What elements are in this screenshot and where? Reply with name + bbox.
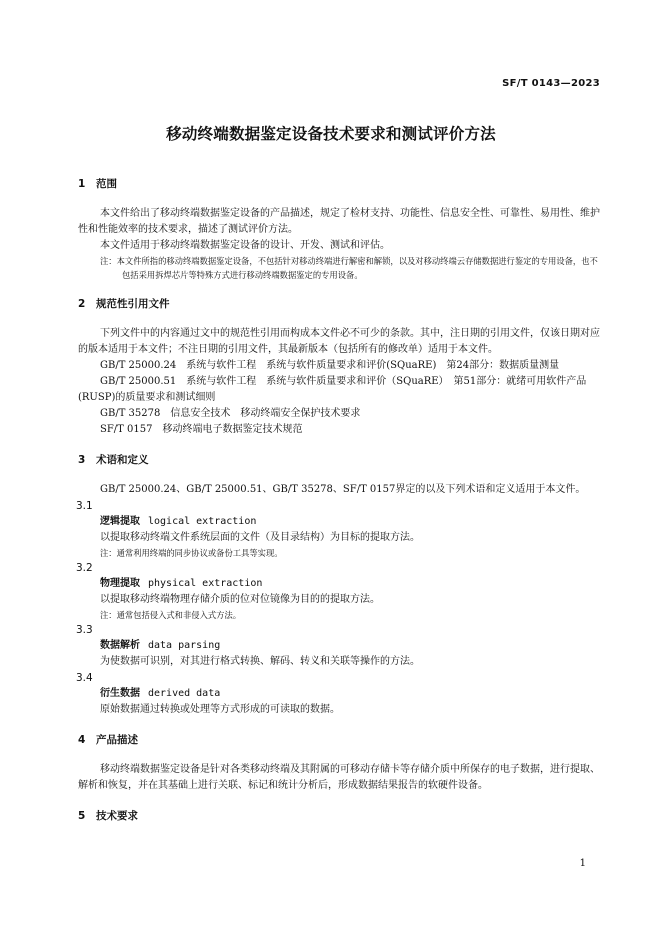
page-number: 1 bbox=[579, 858, 586, 869]
term-en: logical extraction bbox=[148, 516, 257, 527]
section-title: 术语和定义 bbox=[96, 454, 149, 466]
document-body bbox=[78, 176, 600, 824]
reference-item: GB/T 25000.51 系统与软件工程 系统与软件质量要求和评价（SQuaRE） 第51部分：就绪可用软件产品(RUSP)的质量要求和测试细则 bbox=[78, 376, 587, 403]
term-note: 注：通常利用终端的同步协议或备份工具等实现。 bbox=[100, 548, 283, 558]
section-heading bbox=[78, 176, 600, 192]
section-heading bbox=[78, 808, 600, 824]
term-name bbox=[78, 514, 600, 530]
term-en: derived data bbox=[148, 688, 221, 699]
term-en: data parsing bbox=[148, 640, 221, 651]
term-definition: 原始数据通过转换或处理等方式形成的可读取的数据。 bbox=[100, 704, 340, 715]
term-number: 3.2 bbox=[76, 562, 93, 574]
section-heading bbox=[78, 732, 600, 748]
section-number: 2 bbox=[78, 298, 86, 310]
term-name bbox=[78, 686, 600, 702]
term-zh: 物理提取 bbox=[100, 578, 140, 589]
paragraph: 本文件给出了移动终端数据鉴定设备的产品描述，规定了检材支持、功能性、信息安全性、可靠性、易用性、维护性和性能效率的技术要求，描述了测试评价方法。 bbox=[78, 208, 600, 235]
section-1 bbox=[78, 176, 600, 282]
reference-item: SF/T 0157 移动终端电子数据鉴定技术规范 bbox=[100, 424, 303, 435]
section-2 bbox=[78, 296, 600, 438]
section-5 bbox=[78, 808, 600, 824]
section-title: 范围 bbox=[96, 178, 117, 190]
term-name bbox=[78, 638, 600, 654]
term-zh: 衍生数据 bbox=[100, 688, 140, 699]
term-definition: 为使数据可识别，对其进行格式转换、解码、转义和关联等操作的方法。 bbox=[100, 656, 420, 667]
reference-item: GB/T 35278 信息安全技术 移动终端安全保护技术要求 bbox=[100, 408, 361, 419]
term-name bbox=[78, 576, 600, 592]
section-title: 产品描述 bbox=[96, 734, 138, 746]
note: 注：本文件所指的移动终端数据鉴定设备，不包括针对移动终端进行解密和解锁，以及对移动终端云存储数据进行鉴定的专用设备，也不包括采用拆焊芯片等特殊方式进行移动终端数据鉴定的专用设备。 bbox=[100, 256, 598, 280]
paragraph: 本文件适用于移动终端数据鉴定设备的设计、开发、测试和评估。 bbox=[100, 240, 390, 251]
section-number: 5 bbox=[78, 810, 86, 822]
term-entry bbox=[78, 622, 600, 670]
section-number: 3 bbox=[78, 454, 86, 466]
paragraph: 下列文件中的内容通过文中的规范性引用而构成本文件必不可少的条款。其中，注日期的引用文件，仅该日期对应的版本适用于本文件；不注日期的引用文件，其最新版本（包括所有的修改单）适用于本文件。 bbox=[78, 328, 600, 355]
term-entry bbox=[78, 560, 600, 622]
section-number: 4 bbox=[78, 734, 86, 746]
term-zh: 数据解析 bbox=[100, 640, 140, 651]
term-number: 3.1 bbox=[76, 500, 93, 512]
section-title: 技术要求 bbox=[96, 810, 138, 822]
section-4 bbox=[78, 732, 600, 794]
document-title: 移动终端数据鉴定设备技术要求和测试评价方法 bbox=[166, 125, 496, 143]
section-3 bbox=[78, 452, 600, 718]
section-heading bbox=[78, 296, 600, 312]
term-definition: 以提取移动终端物理存储介质的位对位镜像为目的的提取方法。 bbox=[100, 594, 380, 605]
paragraph: GB/T 25000.24、GB/T 25000.51、GB/T 35278、SF/T 0157界定的以及下列术语和定义适用于本文件。 bbox=[100, 484, 586, 495]
paragraph: 移动终端数据鉴定设备是针对各类移动终端及其附属的可移动存储卡等存储介质中所保存的电子数据，进行提取、解析和恢复，并在其基础上进行关联、标记和统计分析后，形成数据结果报告的软硬件设备。 bbox=[78, 764, 600, 791]
note-block bbox=[78, 254, 600, 282]
section-heading bbox=[78, 452, 600, 468]
section-title: 规范性引用文件 bbox=[96, 298, 170, 310]
term-note: 注：通常包括侵入式和非侵入式方法。 bbox=[100, 610, 242, 620]
term-entry bbox=[78, 498, 600, 560]
term-zh: 逻辑提取 bbox=[100, 516, 140, 527]
term-entry bbox=[78, 670, 600, 718]
term-definition: 以提取移动终端文件系统层面的文件（及目录结构）为目标的提取方法。 bbox=[100, 532, 420, 543]
term-en: physical extraction bbox=[148, 578, 263, 589]
section-number: 1 bbox=[78, 178, 86, 190]
reference-item: GB/T 25000.24 系统与软件工程 系统与软件质量要求和评价(SQuaRE) 第24部分：数据质量测量 bbox=[100, 360, 560, 371]
term-number: 3.4 bbox=[76, 672, 93, 684]
standard-number: SF/T 0143—2023 bbox=[502, 78, 600, 89]
term-number: 3.3 bbox=[76, 624, 93, 636]
